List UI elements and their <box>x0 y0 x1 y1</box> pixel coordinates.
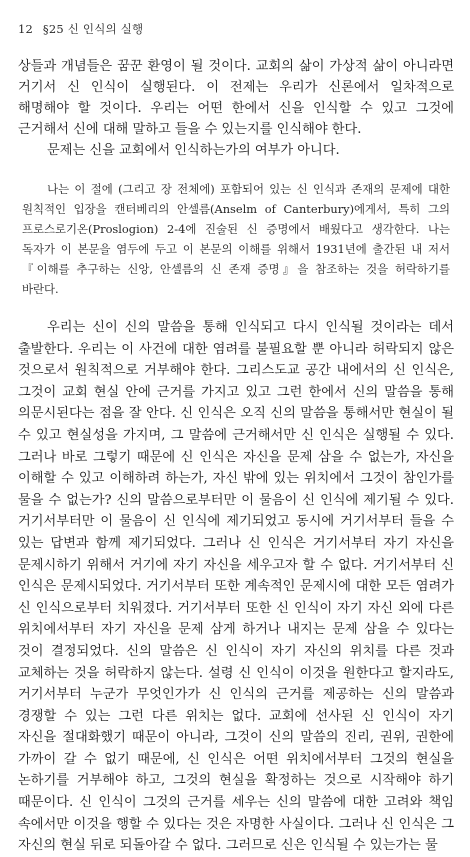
running-head <box>18 18 454 40</box>
question-paragraph: 문제는 신을 교회에서 인식하는가의 여부가 아니다. <box>47 143 340 158</box>
continued-paragraph: 상들과 개념들은 꿈꾼 환영이 될 것이다. 교회의 삶이 가상적 삶이 아니라면 거기서 신 인식이 실행된다. 이 전제는 우리가 신론에서 일차적으로 해명해야 할 것이다. 우리는 어떤 한에서 신을 인식할 수 있고 그것에 근거해서 신에 대해 말하고 들을 수 있는지를 인식해야 한다. <box>18 59 454 137</box>
main-paragraph: 우리는 신이 신의 말씀을 통해 인식되고 다시 인식될 것이라는 데서 출발한다. 우리는 이 사건에 대한 염려를 불필요할 뿐 아니라 허락되지 않은 것으로서 원칙적으로 거부해야 한다. 그리스도교 공간 내에서의 신 인식은, 그것이 교회 현실 안에 근거를 가지고 있고 그런 한에서 신의 말씀을 통해 의문시된다는 점을 잘 안다. 신 인식은 오직 신의 말씀을 통해서만 현실이 될 수 있고 현실성을 가지며, 그 말씀에 근거해서만 신 인식은 실행될 수 있다. 그러나 바로 그렇기 때문에 신 인식은 자신을 문제 삼을 수 없는가, 자신을 이해할 수 있고 이해하려 하는가, 자신 밖에 있는 위치에서 그것이 참인가를 물을 수 없는가? 신의 말씀으로부터만 이 물음이 신 인식에 제기될 수 있다. 거기서부터만 이 물음이 신 인식에 제기되었고 동시에 거기서부터 들을 수 있는 답변과 함께 제기되었다. 그러나 신 인식은 거기서부터 자기 자신을 문제시하기 위해서 거기에 자기 자신을 세우고자 할 수 없다. 거기서부터 신 인식은 문제시되었다. 거기서부터 또한 계속적인 문제시에 대한 모든 염려가 신 인식으로부터 치워졌다. 거기서부터 또한 신 인식이 자기 자신 외에 다른 위치에서부터 자기 자신을 문제 삼게 하거나 내지는 문제 삼을 수 있다는 것이 결정되었다. 신의 말씀은 신 인식이 자기 자신의 위치를 다른 것과 교체하는 것을 허락하지 않는다. 설령 신 인식이 이것을 원한다고 할지라도, 거기서부터 누군가 무엇인가가 신 인식의 근거를 제공하는 신의 말씀과 경쟁할 수 있는 그런 다른 위치는 없다. 교회에 선사된 신 인식이 자기 자신을 절대화했기 때문이 아니라, 그것이 신의 말씀의 진리, 권위, 권한에 가까이 갈 수 없기 때문에, 신 인식은 어떤 위치에서부터 그것의 현실을 논하기를 거부해야 하고, 그것의 현실을 확정하는 것으로 시작해야 하기 때문이다. 신 인식이 그것의 근거를 세우는 신의 말씀에 대한 고려와 책임 속에서만 이것을 행할 수 있다는 것은 자명한 사실이다. 그러나 신 인식은 그 자신의 현실 뒤로 되돌아갈 수 없다. 그러므로 신은 인식될 수 있는가는 물 <box>18 320 454 854</box>
small-print-note <box>22 179 450 299</box>
opening-text <box>18 56 454 161</box>
main-text <box>18 317 454 857</box>
section-title: §25 신 인식의 실행 <box>42 22 144 36</box>
page-number: 12 <box>18 22 34 36</box>
note-paragraph: 나는 이 절에 (그리고 장 전체에) 포함되어 있는 신 인식과 존재의 문제에 대한 원칙적인 입장을 캔터베리의 안셀름(Anselm of Canterbury)에게서, 특히 그의 프로스로기온(Proslogion) 2-4에 진술된 신 증명에서 배웠다고 생각한다. 나는 독자가 이 본문을 염두에 두고 이 본문의 이해를 위해서 1931년에 출간된 내 저서 『이해를 추구하는 신앙, 안셀름의 신 존재 증명』을 참조하는 것을 허락하기를 바란다. <box>22 182 450 296</box>
